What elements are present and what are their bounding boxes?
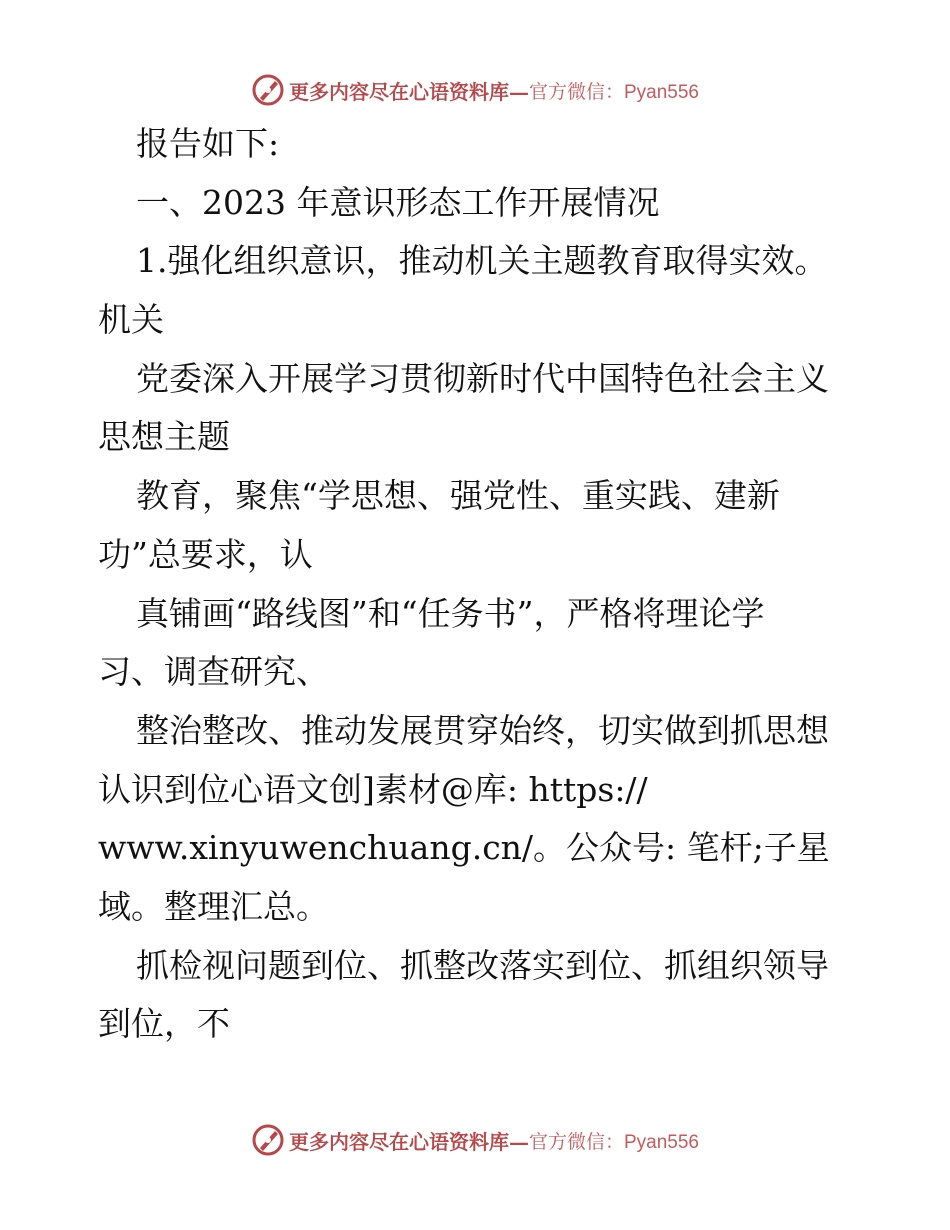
text-line: 到位，不 [98,1004,230,1044]
footer-watermark-banner [0,1120,950,1160]
text-line: 报告如下: [136,124,280,163]
section-heading: 一、2023 年意识形态工作开展情况 [136,182,660,222]
header-watermark-banner [0,70,950,110]
text-line: 抓检视问题到位、抓整改落实到位、抓组织领导 [136,945,829,985]
pen-logo-icon [251,1123,285,1157]
banner-sub-text: 官方微信：Pyan556 [528,81,699,103]
text-line: 思想主题 [98,417,230,457]
text-line: 党委深入开展学习贯彻新时代中国特色社会主义 [136,358,829,398]
banner-main-text: 更多内容尽在心语资料库— [288,79,529,104]
banner-sub-text: 官方微信：Pyan556 [528,1131,699,1153]
banner-main-text: 更多内容尽在心语资料库— [288,1129,529,1154]
text-line: 域。整理汇总。 [98,886,329,926]
pen-logo-icon [251,73,285,107]
text-line: 功”总要求，认 [98,534,313,574]
text-line: 教育，聚焦“学思想、强党性、重实践、建新 [136,476,780,516]
text-line: 机关 [98,300,164,340]
text-line: 真铺画“路线图”和“任务书”，严格将理论学 [136,593,765,633]
text-line: 整治整改、推动发展贯穿始终，切实做到抓思想 [136,710,829,750]
text-line: 习、调查研究、 [98,652,329,692]
text-line: www.xinyuwenchuang.cn/。公众号: 笔杆;子星 [98,828,830,868]
document-body [98,115,858,1054]
text-line: 1.强化组织意识，推动机关主题教育取得实效。 [136,241,828,281]
text-line: 认识到位心语文创]素材@库: https:// [98,769,648,809]
